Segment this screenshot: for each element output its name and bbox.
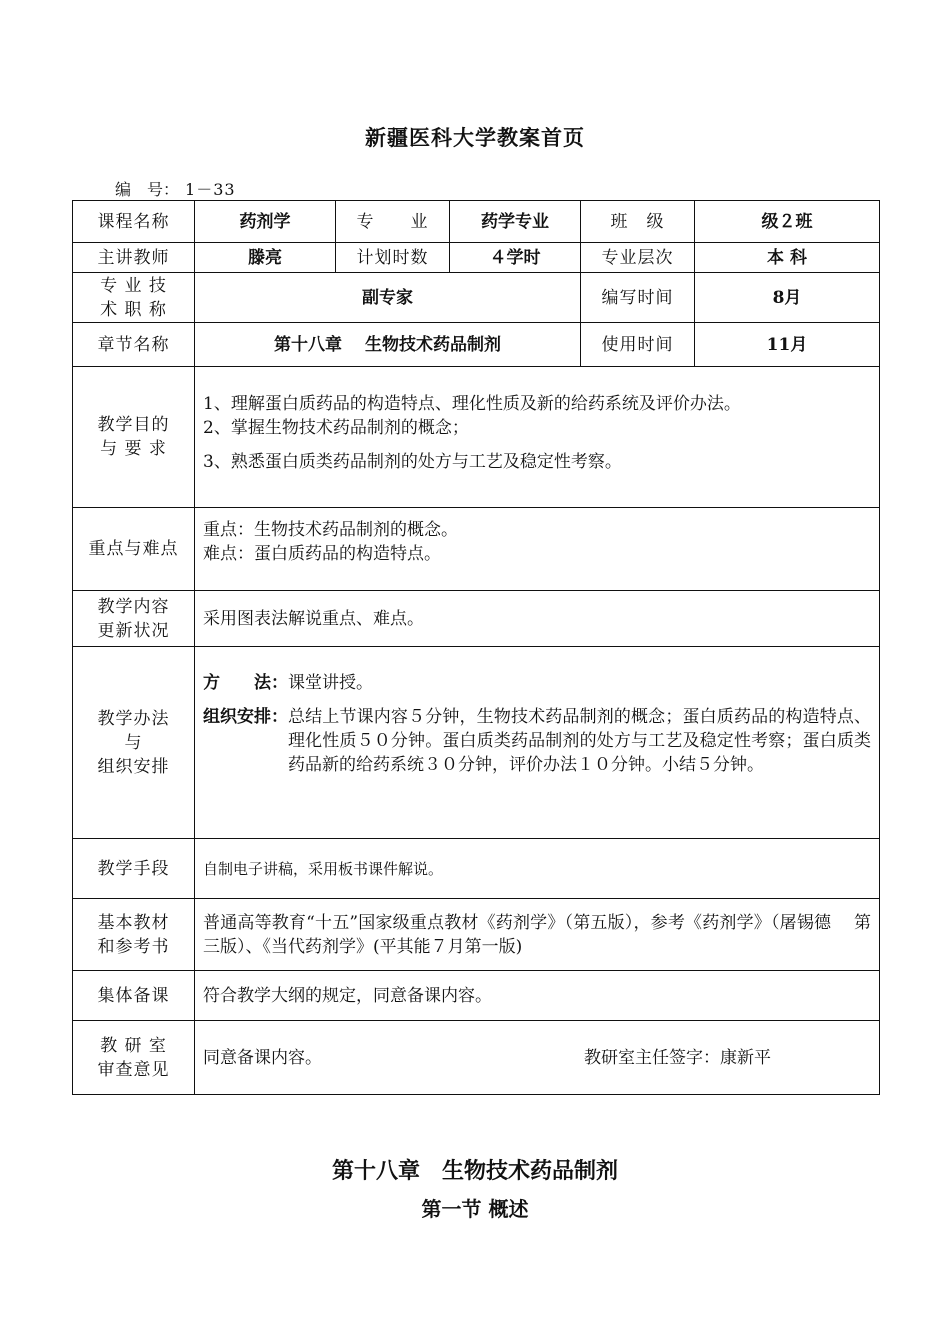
organization-row	[203, 705, 871, 777]
table-row	[73, 899, 880, 971]
table-row	[73, 243, 880, 273]
course-name-label: 课程名称	[73, 201, 195, 243]
table-row	[73, 971, 880, 1021]
write-time-value: 8月	[695, 273, 880, 323]
goals-label	[73, 367, 195, 508]
update-label	[73, 591, 195, 647]
means-content: 自制电子讲稿，采用板书课件解说。	[195, 839, 880, 899]
organization-value: 总结上节课内容５分钟，生物技术药品制剂的概念；蛋白质药品的构造特点、理化性质５０分钟。蛋白质类药品制剂的处方与工艺及稳定性考察；蛋白质类药品新的给药系统３０分钟，评价办法１０分钟。小结５分钟。	[288, 707, 871, 775]
write-time-label: 编写时间	[581, 273, 695, 323]
goal-item: 1、理解蛋白质药品的构造特点、理化性质及新的给药系统及评价办法。	[203, 394, 741, 414]
review-signer: 教研室主任签字：康新平	[584, 1047, 771, 1068]
method-row	[203, 671, 871, 695]
page-title: 新疆医科大学教案首页	[365, 125, 585, 150]
lesson-plan-table	[72, 200, 880, 1095]
keypoints-label: 重点与难点	[73, 508, 195, 591]
organization-key: 组织安排：	[203, 707, 288, 727]
collective-label: 集体备课	[73, 971, 195, 1021]
teacher-value: 滕亮	[195, 243, 336, 273]
table-row	[73, 323, 880, 367]
goals-content	[195, 367, 880, 508]
table-row	[73, 273, 880, 323]
professional-title-label-line1: 专 业 技	[100, 275, 167, 296]
major-level-label: 专业层次	[581, 243, 695, 273]
goal-item: 2、掌握生物技术药品制剂的概念；	[203, 418, 469, 438]
methods-content	[195, 647, 880, 839]
use-time-value: 11月	[695, 323, 880, 367]
method-value: 课堂讲授。	[288, 673, 373, 693]
methods-label-line3: 组织安排	[97, 756, 170, 777]
table-row	[73, 839, 880, 899]
planned-hours-value: ４学时	[450, 243, 581, 273]
review-text: 同意备课内容。	[203, 1047, 322, 1068]
method-key: 方 法：	[203, 673, 288, 693]
textbook-label-line1: 基本教材	[97, 912, 170, 933]
key-point-text: 重点：生物技术药品制剂的概念。	[203, 520, 458, 540]
major-value: 药学专业	[450, 201, 581, 243]
review-content	[195, 1021, 880, 1095]
use-time-label: 使用时间	[581, 323, 695, 367]
professional-title-value: 副专家	[195, 273, 581, 323]
keypoints-content	[195, 508, 880, 591]
difficult-point-text: 难点：蛋白质药品的构造特点。	[203, 544, 441, 564]
means-label: 教学手段	[73, 839, 195, 899]
collective-content: 符合教学大纲的规定，同意备课内容。	[195, 971, 880, 1021]
chapter-name-label: 章节名称	[73, 323, 195, 367]
table-row	[73, 508, 880, 591]
goals-label-line1: 教学目的	[97, 415, 170, 435]
textbook-label	[73, 899, 195, 971]
table-row	[73, 591, 880, 647]
planned-hours-label: 计划时数	[336, 243, 450, 273]
chapter-name-value: 第十八章 生物技术药品制剂	[195, 323, 581, 367]
review-label	[73, 1021, 195, 1095]
table-row	[73, 367, 880, 508]
course-name-value: 药剂学	[195, 201, 336, 243]
methods-label-line2: 与	[124, 732, 143, 753]
methods-label	[73, 647, 195, 839]
doc-number	[115, 177, 247, 201]
methods-label-line1: 教学办法	[97, 708, 170, 729]
chapter-heading: 第十八章 生物技术药品制剂	[331, 1158, 618, 1184]
table-row	[73, 1021, 880, 1095]
section-heading: 第一节 概述	[421, 1197, 529, 1221]
major-level-value: 本 科	[695, 243, 880, 273]
professional-title-label-line2: 术 职 称	[100, 299, 167, 320]
update-label-line1: 教学内容	[97, 596, 170, 617]
update-content: 采用图表法解说重点、难点。	[195, 591, 880, 647]
goals-label-line2: 与 要 求	[100, 439, 167, 459]
major-label: 专 业	[336, 201, 450, 243]
professional-title-label	[73, 273, 195, 323]
goal-item: 3、熟悉蛋白质类药品制剂的处方与工艺及稳定性考察。	[203, 452, 622, 472]
doc-number-label: 编 号：	[115, 180, 180, 199]
table-row	[73, 647, 880, 839]
update-label-line2: 更新状况	[97, 620, 170, 641]
textbook-label-line2: 和参考书	[97, 936, 170, 957]
doc-number-value: 1－33	[181, 177, 247, 201]
class-label: 班 级	[581, 201, 695, 243]
review-label-line1: 教 研 室	[100, 1035, 167, 1056]
table-row	[73, 201, 880, 243]
textbook-content: 普通高等教育“十五”国家级重点教材《药剂学》（第五版），参考《药剂学》（屠锡德 第三版）、《当代药剂学》(平其能７月第一版)	[195, 899, 880, 971]
teacher-label: 主讲教师	[73, 243, 195, 273]
review-label-line2: 审查意见	[97, 1059, 170, 1080]
class-value: 级２班	[695, 201, 880, 243]
